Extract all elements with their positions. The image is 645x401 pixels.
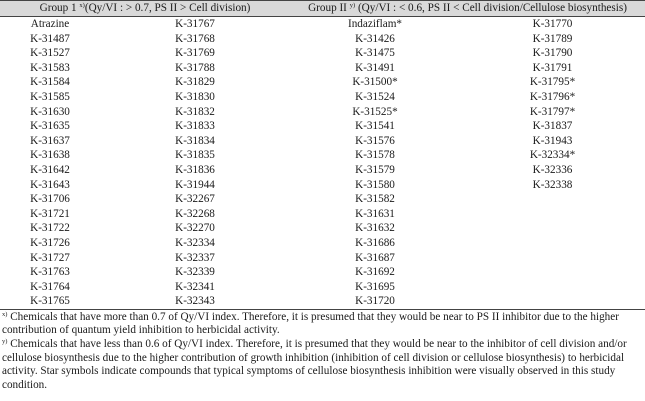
group2-title: Group II xyxy=(308,2,347,15)
table-cell: K-31687 xyxy=(355,251,395,264)
table-row xyxy=(0,46,645,61)
table-row xyxy=(0,105,645,120)
table-cell: K-32339 xyxy=(175,266,215,279)
table-row xyxy=(0,75,645,90)
table-cell: K-31580 xyxy=(355,178,395,191)
table-cell: K-31584 xyxy=(30,76,70,89)
table-cell: K-31578 xyxy=(355,149,395,162)
table-cell: K-31642 xyxy=(30,163,70,176)
table-cell: K-31789 xyxy=(532,32,573,45)
table-cell: K-31630 xyxy=(30,105,70,118)
table-row xyxy=(0,32,645,47)
table-cell: K-31720 xyxy=(290,294,460,309)
table-row xyxy=(0,265,645,280)
table-cell xyxy=(460,221,645,236)
group2-header xyxy=(290,1,645,17)
table-cell: K-31487 xyxy=(30,32,70,45)
table-cell: K-32338 xyxy=(532,178,573,191)
table-cell: K-32337 xyxy=(175,251,215,264)
table-cell: K-31767 xyxy=(175,18,215,31)
table-cell xyxy=(460,294,645,309)
table-cell: K-31527 xyxy=(30,47,70,60)
footnote-y xyxy=(2,338,643,392)
table-row xyxy=(0,178,645,193)
table-cell: K-31796* xyxy=(529,91,576,104)
table-row xyxy=(0,280,645,295)
table-cell: K-31797* xyxy=(529,105,576,118)
table-cell: K-31541 xyxy=(355,120,395,133)
table-cell: K-31583 xyxy=(30,61,70,74)
table-cell: K-31837 xyxy=(532,120,573,133)
table-cell: K-31722 xyxy=(30,222,70,235)
table-cell: K-32268 xyxy=(175,207,215,220)
table-cell: K-31835 xyxy=(175,149,215,162)
footnotes xyxy=(0,310,645,393)
table-cell: K-31832 xyxy=(175,105,215,118)
table-cell: K-31632 xyxy=(355,222,395,235)
group1-title: Group 1 xyxy=(39,2,77,15)
group1-condition: (Qy/VI : > 0.7, PS II > Cell division) xyxy=(84,2,251,15)
table-body xyxy=(0,17,645,310)
table-cell xyxy=(460,192,645,207)
group2-condition: (Qy/VI : < 0.6, PS II < Cell division/Cellulose biosynthesis) xyxy=(357,2,627,15)
table-cell: K-31795* xyxy=(529,76,576,89)
group1-header xyxy=(0,1,290,17)
header-row xyxy=(0,1,645,17)
table-cell: K-31525* xyxy=(352,105,398,118)
footnote-y-mark: y) xyxy=(2,338,8,346)
table-cell: K-31706 xyxy=(30,193,70,206)
table-cell: K-31643 xyxy=(30,178,70,191)
table-cell: K-32267 xyxy=(175,193,215,206)
table-cell: K-31833 xyxy=(175,120,215,133)
table-cell: K-31770 xyxy=(532,18,573,31)
table-cell: K-31500* xyxy=(352,76,398,89)
table-row xyxy=(0,236,645,251)
table-cell: K-31576 xyxy=(355,134,395,147)
table-row xyxy=(0,221,645,236)
table-cell: K-32334* xyxy=(529,149,576,162)
table-row xyxy=(0,90,645,105)
table-cell: K-31637 xyxy=(30,134,70,147)
table-cell: K-32336 xyxy=(532,163,573,176)
table-cell: K-31834 xyxy=(175,134,215,147)
table-cell: K-32341 xyxy=(175,280,215,293)
table-cell: K-31830 xyxy=(175,91,215,104)
table-cell: K-31524 xyxy=(355,91,395,104)
table-cell: K-31769 xyxy=(175,47,215,60)
footnote-x xyxy=(2,311,643,338)
table-cell xyxy=(460,207,645,222)
table-cell: K-31768 xyxy=(175,32,215,45)
table-cell: K-31585 xyxy=(30,91,70,104)
table-cell: K-31727 xyxy=(30,251,70,264)
table-cell xyxy=(460,236,645,251)
table-cell: K-31829 xyxy=(175,76,215,89)
table-cell: K-31944 xyxy=(175,178,215,191)
table-cell xyxy=(460,265,645,280)
table-cell: K-31791 xyxy=(532,61,573,74)
footnote-x-text: Chemicals that have more than 0.7 of Qy/VI index. Therefore, it is presumed that they would be near to PS II inhibitor due to the higher contribution of quantum yield inhibition to herbicidal activity. xyxy=(2,310,619,337)
table-cell: K-31638 xyxy=(30,149,70,162)
table-cell: K-31426 xyxy=(355,32,395,45)
table-cell: K-31692 xyxy=(355,266,395,279)
table-cell: K-31836 xyxy=(175,163,215,176)
table-cell: K-31763 xyxy=(30,266,70,279)
table-row xyxy=(0,294,645,309)
table-cell: K-31695 xyxy=(355,280,395,293)
table-cell: K-31491 xyxy=(355,61,395,74)
table-row xyxy=(0,192,645,207)
table-row xyxy=(0,61,645,76)
table-cell: K-32343 xyxy=(100,294,290,309)
table-cell: K-31631 xyxy=(355,207,395,220)
table-cell xyxy=(460,280,645,295)
table-cell: K-31582 xyxy=(355,193,395,206)
table-cell: K-31765 xyxy=(0,294,100,309)
footnote-x-mark: x) xyxy=(2,310,8,318)
table-cell xyxy=(460,251,645,266)
table-cell: Indaziflam* xyxy=(347,18,403,31)
table-row xyxy=(0,163,645,178)
table-cell: K-31579 xyxy=(355,163,395,176)
group2-footnote-mark: y) xyxy=(349,2,356,10)
table-cell: K-32334 xyxy=(175,236,215,249)
table-row xyxy=(0,134,645,149)
footnote-y-text: Chemicals that have less than 0.6 of Qy/VI index. Therefore, it is presumed that they would be near to the inhibitor of cell division and/or cellulose biosynthesis due to the higher contribution of growth inhibition (inhibition of cell division or cellulose biosynthesis) to herbicidal activity. Star symbols indicate compounds that typical symptoms of cellulose biosynthesis inhibition were visually observed in this study condition. xyxy=(2,338,627,391)
table-cell: K-31475 xyxy=(355,47,395,60)
group1-footnote-mark: x) xyxy=(79,2,85,10)
table-cell: K-31790 xyxy=(532,47,573,60)
table-cell: K-31686 xyxy=(355,236,395,249)
table-cell: K-31764 xyxy=(30,280,70,293)
table-cell: K-32270 xyxy=(175,222,215,235)
table-cell: K-31721 xyxy=(30,207,70,220)
table-cell: K-31726 xyxy=(30,236,70,249)
table-row xyxy=(0,251,645,266)
table-cell: K-31635 xyxy=(30,120,70,133)
table-cell: K-31943 xyxy=(532,134,573,147)
table-row xyxy=(0,17,645,32)
table-row xyxy=(0,119,645,134)
table-row xyxy=(0,148,645,163)
table-row xyxy=(0,207,645,222)
table-cell: K-31788 xyxy=(175,61,215,74)
table-cell: Atrazine xyxy=(30,18,70,31)
